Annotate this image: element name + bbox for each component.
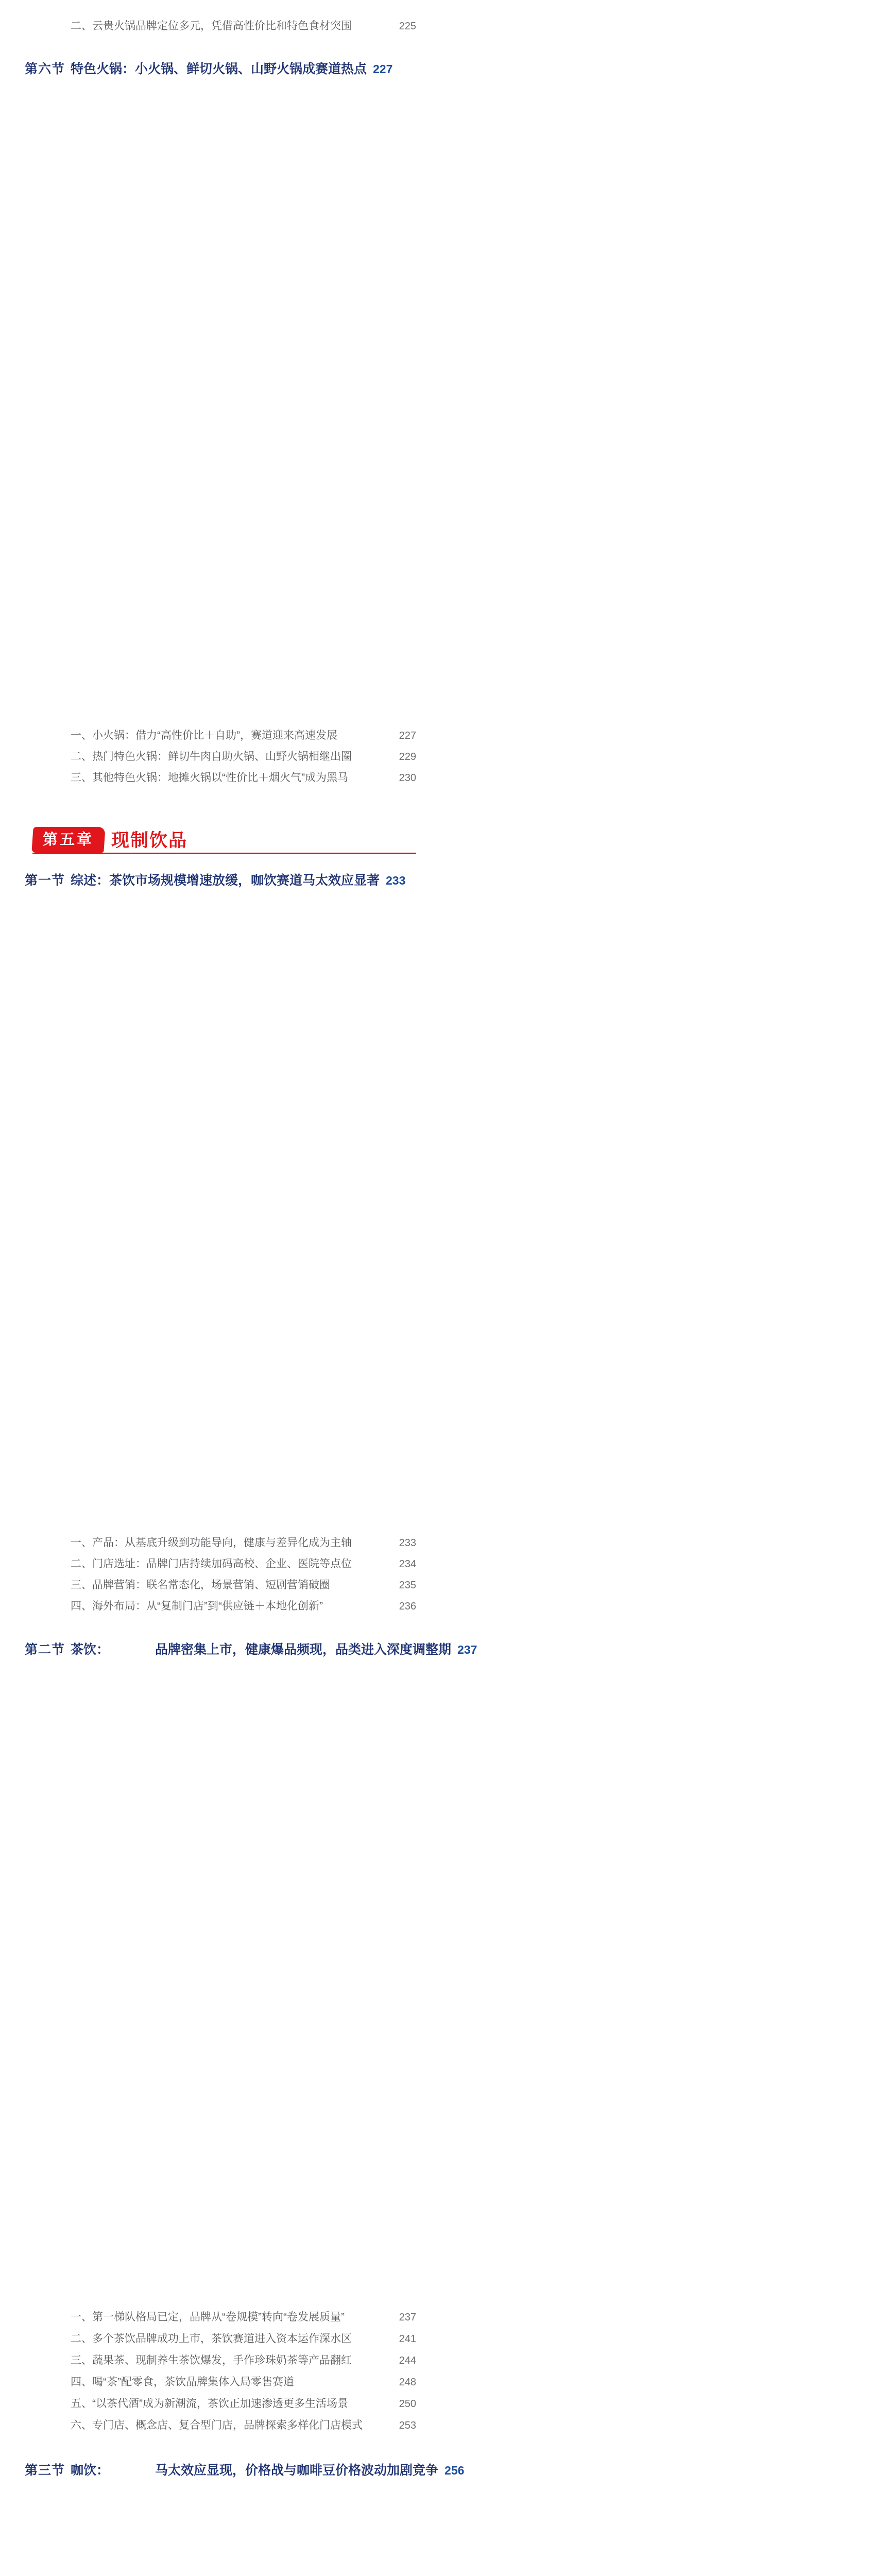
toc-item-page-number: 241 [399,2333,416,2345]
section-number-label: 第三节 [25,2464,65,2478]
section-heading-row [25,1639,477,2300]
toc-item-page-number: 248 [399,2377,416,2388]
section-page-number: 237 [451,1643,889,2300]
section-heading-row [25,2460,465,2576]
section-title: 咖饮： [71,2464,110,2478]
toc-item-page-number: 233 [399,1537,416,1549]
chapter-badge [31,827,105,853]
toc-item-text: 三、其他特色火锅：地摊火锅以“性价比＋烟火气”成为黑马 [71,772,348,784]
chapter-title: 现制饮品 [111,830,188,851]
toc-item-page-number: 227 [399,730,416,741]
toc-item-text: 二、热门特色火锅：鲜切牛肉自助火锅、山野火锅相继出圈 [71,751,352,762]
toc-item-page-number: 225 [399,21,416,32]
section-number-label: 第二节 [25,1643,65,1657]
toc-item-page-number: 235 [399,1580,416,1591]
toc-subitem-row [71,1537,416,1549]
toc-subitem-row [71,772,416,784]
toc-item-text: 二、云贵火锅品牌定位多元，凭借高性价比和特色食材突围 [71,20,352,32]
chapter-header [25,827,416,854]
toc-item-page-number: 244 [399,2355,416,2366]
section-heading-row [25,874,416,1531]
toc-item-page-number: 253 [399,2420,416,2431]
section-heading-row [25,62,416,720]
toc-item-page-number: 236 [399,1601,416,1612]
toc-item-page-number: 250 [399,2398,416,2410]
section-number-label: 第一节 [25,874,65,888]
section-page-number: 227 [367,62,805,720]
toc-item-text: 三、品牌营销：联名常态化，场景营销、短剧营销破圈 [71,1579,330,1591]
toc-page [0,20,477,2478]
section-title: 茶饮： [71,1643,110,1657]
toc-item-page-number: 234 [399,1558,416,1570]
toc-item-text: 五、“以茶代酒”成为新潮流，茶饮正加速渗透更多生活场景 [71,2398,348,2410]
toc-subitem-row [71,751,416,762]
chapter-badge-label: 第五章 [43,831,94,848]
toc-item-text: 三、蔬果茶、现制养生茶饮爆发，手作珍珠奶茶等产品翻红 [71,2354,352,2366]
toc-item-page-number: 229 [399,751,416,762]
section-page-number: 256 [438,2464,876,2576]
toc-subitem-row [71,2420,416,2431]
toc-subitem-row [71,2377,416,2388]
section-title: 特色火锅：小火锅、鲜切火锅、山野火锅成赛道热点 [71,62,367,76]
toc-subitem-row [71,21,416,32]
toc-subitem-row [71,2312,416,2323]
toc-item-text: 六、专门店、概念店、复合型门店，品牌探索多样化门店模式 [71,2419,363,2431]
toc-subitem-row [71,1601,416,1612]
toc-subitem-row [71,2398,416,2410]
toc-subitem-row [71,1558,416,1570]
toc-item-text: 四、海外布局：从“复制门店”到“供应链＋本地化创新” [71,1600,323,1612]
toc-item-text: 一、第一梯队格局已定，品牌从“卷规模”转向“卷发展质量” [71,2311,345,2323]
toc-item-page-number: 230 [399,772,416,784]
toc-item-text: 二、多个茶饮品牌成功上市，茶饮赛道进入资本运作深水区 [71,2333,352,2345]
toc-item-text: 一、小火锅：借力“高性价比＋自助”，赛道迎来高速发展 [71,730,337,741]
chapter-underline [32,853,416,854]
section-title: 综述：茶饮市场规模增速放缓，咖饮赛道马太效应显著 [71,874,380,888]
section-page-number: 233 [380,874,817,1531]
section-title: 马太效应显现，价格战与咖啡豆价格波动加剧竞争 [155,2464,439,2478]
toc-item-text: 二、门店选址：品牌门店持续加码高校、企业、医院等点位 [71,1558,352,1570]
section-title: 品牌密集上市，健康爆品频现，品类进入深度调整期 [155,1643,452,1657]
toc-item-page-number: 237 [399,2312,416,2323]
toc-subitem-row [71,2355,416,2366]
toc-item-text: 一、产品：从基底升级到功能导向，健康与差异化成为主轴 [71,1537,352,1549]
toc-subitem-row [71,730,416,741]
section-number-label: 第六节 [25,62,65,76]
toc-subitem-row [71,2333,416,2345]
toc-subitem-row [71,1580,416,1591]
toc-item-text: 四、喝“茶”配零食，茶饮品牌集体入局零售赛道 [71,2376,294,2388]
